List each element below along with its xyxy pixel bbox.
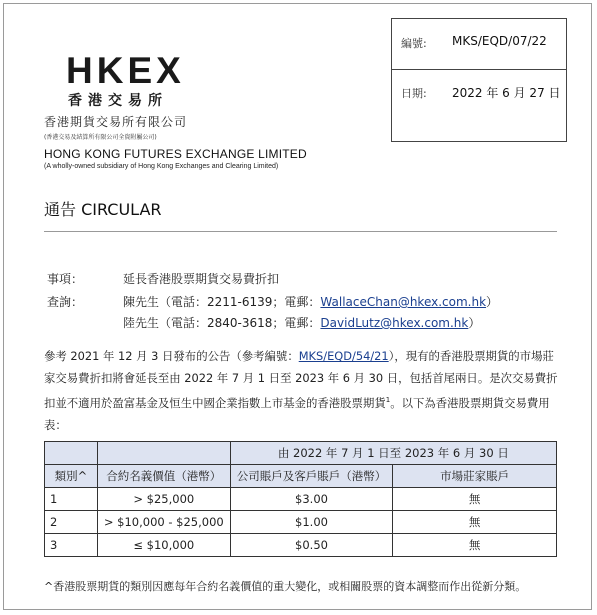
table-cell-notional-value: > $10,000 - $25,000 [97,511,230,534]
company-name-english: HONG KONG FUTURES EXCHANGE LIMITED [44,147,307,161]
table-cell-fee: $0.50 [230,534,393,557]
body-paragraph [44,345,560,436]
company-subsidiary-english: (A wholly-owned subsidiary of Hong Kong Exchanges and Clearing Limited) [44,163,279,170]
enquiry-label: 查詢： [47,295,84,309]
date-label: 日期: [401,87,427,100]
table-row [45,488,557,511]
table-row [45,534,557,557]
reference-box [391,18,567,142]
company-name-chinese: 香港期貨交易所有限公司 [44,115,188,129]
table-period-header-row [45,442,557,465]
reference-circular-link[interactable]: MKS/EQD/54/21 [298,349,389,363]
table-period-header: 由 2022 年 7 月 1 日至 2023 年 6 月 30 日 [230,442,556,465]
table-cell-fee: $3.00 [230,488,393,511]
table-blank-cell [45,442,98,465]
reference-label: 編號: [401,37,427,50]
contact-1-email-link[interactable]: WallaceChan@hkex.com.hk [320,295,487,309]
table-row [45,511,557,534]
table-column-header-row [45,465,557,488]
body-text-main: ），現有的香港股票期貨的市場莊家交易費折扣將會延長至由 2022 年 7 月 1 日至 2023 年 6 月 30 日，包括首尾兩日。是次交易費折扣並不適用於盈富基金及恒生中國企業指數上市基金的香港股票期貨 [44,349,558,410]
table-cell-market-maker-fee: 無 [393,534,557,557]
contact-2 [123,314,480,331]
title-divider [44,231,557,232]
column-header-market-maker-account: 市場莊家賬戶 [393,465,557,488]
footnote-marker: 1 [385,396,391,404]
hkex-logo: HKEX [66,50,185,91]
table-cell-notional-value: ≤ $10,000 [97,534,230,557]
table-cell-category: 3 [45,534,98,557]
reference-number: MKS/EQD/07/22 [452,34,547,48]
subject-label: 事項： [47,272,84,286]
column-header-notional-value: 合約名義價值（港幣） [97,465,230,488]
reference-divider [392,69,566,70]
contact-2-suffix: ） [468,316,481,330]
contact-1-prefix: 陳先生（電話：2211-6139；電郵： [123,295,321,309]
contact-1 [123,293,498,310]
table-cell-category: 1 [45,488,98,511]
contact-1-suffix: ） [486,295,499,309]
body-text-end: 。以下為香港股票期貨交易費用表： [44,395,550,432]
body-text-intro: 參考 2021 年 12 月 3 日發布的公告（參考編號： [44,349,299,363]
table-cell-market-maker-fee: 無 [393,511,557,534]
table-cell-market-maker-fee: 無 [393,488,557,511]
table-blank-cell [97,442,230,465]
company-subsidiary-chinese: (香港交易及結算所有限公司全資附屬公司) [44,134,157,141]
contact-2-email-link[interactable]: DavidLutz@hkex.com.hk [320,316,469,330]
subject-value: 延長香港股票期貨交易費折扣 [123,272,280,286]
table-cell-notional-value: > $25,000 [97,488,230,511]
table-footnote: ^香港股票期貨的類別因應每年合約名義價值的重大變化，或相關股票的資本調整而作出從新分類。 [44,580,527,593]
column-header-company-client-accounts: 公司賬戶及客戶賬戶（港幣） [230,465,393,488]
table-cell-category: 2 [45,511,98,534]
column-header-category: 類別^ [45,465,98,488]
hkex-logo-chinese: 香港交易所 [68,93,168,109]
table-cell-fee: $1.00 [230,511,393,534]
date-value: 2022 年 6 月 27 日 [452,86,561,100]
contact-2-prefix: 陸先生（電話：2840-3618；電郵： [123,316,321,330]
page-title: 通告 CIRCULAR [44,200,162,219]
fee-table [44,441,557,557]
